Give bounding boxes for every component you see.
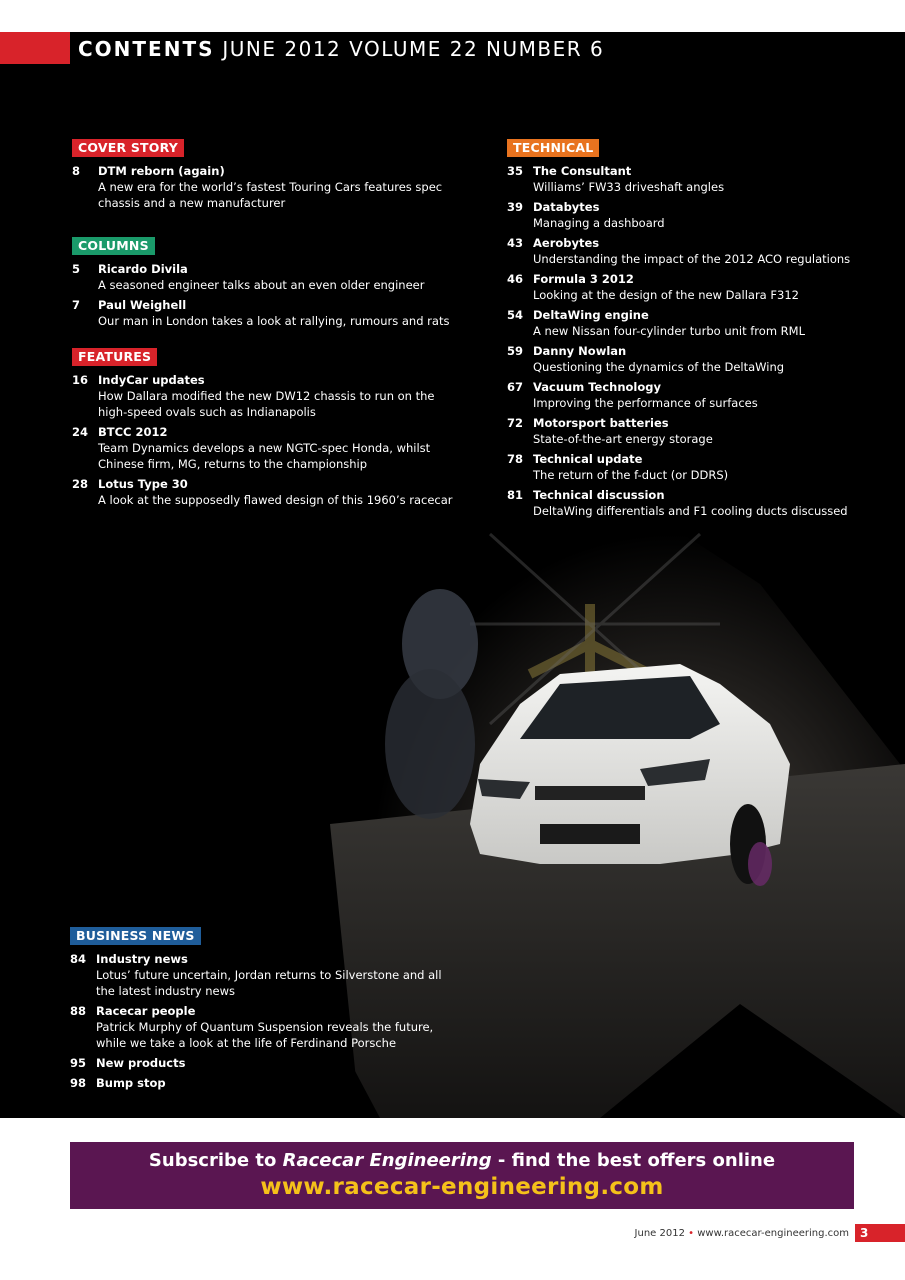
entry-title: DTM reborn (again) [98,164,225,178]
subscribe-text [70,1150,854,1172]
entry-description: while we take a look at the life of Ferdinand Porsche [96,1036,397,1050]
page-number: 88 [70,1004,87,1018]
toc-entry[interactable] [507,271,887,303]
footer-site-link[interactable]: www.racecar-engineering.com [697,1228,849,1239]
toc-entry[interactable] [507,415,887,447]
entry-title: Formula 3 2012 [533,272,634,286]
footer-separator: • [688,1228,695,1239]
toc-entry[interactable] [70,1003,460,1051]
entry-description: A seasoned engineer talks about an even older engineer [98,278,425,292]
toc-entry[interactable] [507,163,887,195]
section-label: COLUMNS [72,237,155,255]
page-number: 84 [70,952,87,966]
entry-title: Aerobytes [533,236,600,250]
entry-title: Paul Weighell [98,298,187,312]
section-features [72,346,462,512]
toc-entry[interactable] [507,451,887,483]
toc-entry[interactable] [70,1075,460,1091]
entry-title: Bump stop [96,1076,166,1090]
toc-entry[interactable] [72,163,452,211]
entry-description: Looking at the design of the new Dallara F312 [533,288,799,302]
footer-info [635,1227,849,1241]
footer-date: June 2012 [634,1228,685,1239]
toc-entry[interactable] [72,297,452,329]
title-contents: CONTENTS [78,37,215,61]
toc-entry[interactable] [507,343,887,375]
section-label: COVER STORY [72,139,184,157]
entry-description: A new Nissan four-cylinder turbo unit from RML [533,324,805,338]
section-label: FEATURES [72,348,157,366]
entry-title: The Consultant [533,164,632,178]
page-number: 81 [507,488,524,502]
entry-title: Racecar people [96,1004,196,1018]
toc-entry[interactable] [507,307,887,339]
entry-description: How Dallara modified the new DW12 chassis to run on the [98,389,435,403]
entry-title: Industry news [96,952,188,966]
entry-title: Lotus Type 30 [98,477,188,491]
toc-entry[interactable] [507,379,887,411]
subscribe-prefix: Subscribe to [148,1150,283,1171]
subscribe-banner[interactable] [70,1142,854,1209]
entry-description: Understanding the impact of the 2012 ACO regulations [533,252,851,266]
header-accent-block [0,32,70,64]
toc-entry[interactable] [72,476,462,508]
toc-entry[interactable] [72,424,462,472]
entry-title: New products [96,1056,186,1070]
page-number: 28 [72,477,89,491]
entry-title: Motorsport batteries [533,416,669,430]
entry-title: Technical discussion [533,488,665,502]
section-label: TECHNICAL [507,139,599,157]
entry-description: Questioning the dynamics of the DeltaWing [533,360,785,374]
toc-entry[interactable] [72,261,452,293]
entry-description: Lotus’ future uncertain, Jordan returns to Silverstone and all [96,968,442,982]
section-business-news [70,925,460,1095]
entry-description: Williams’ FW33 driveshaft angles [533,180,725,194]
entry-title: Databytes [533,200,600,214]
page-number: 54 [507,308,524,322]
entry-description: chassis and a new manufacturer [98,196,286,210]
page-number: 39 [507,200,524,214]
toc-entry[interactable] [507,487,887,519]
entry-title: IndyCar updates [98,373,205,387]
page-number: 98 [70,1076,87,1090]
toc-entry[interactable] [70,1055,460,1071]
subscribe-url-link[interactable]: www.racecar-engineering.com [260,1174,664,1200]
entry-title: BTCC 2012 [98,425,168,439]
section-technical [507,137,887,523]
entry-description: Team Dynamics develops a new NGTC-spec Honda, whilst [98,441,431,455]
entry-description: high-speed ovals such as Indianapolis [98,405,316,419]
page-number: 59 [507,344,524,358]
page-number: 16 [72,373,89,387]
entry-title: Vacuum Technology [533,380,661,394]
section-label: BUSINESS NEWS [70,927,201,945]
page-number: 24 [72,425,89,439]
entry-description: State-of-the-art energy storage [533,432,713,446]
entry-description: Managing a dashboard [533,216,665,230]
entry-title: DeltaWing engine [533,308,649,322]
page-number: 8 [72,164,81,178]
page-number: 7 [72,298,81,312]
section-columns [72,235,452,333]
section-cover-story [72,137,452,215]
subscribe-suffix: - find the best offers online [491,1150,776,1171]
page-number: 72 [507,416,524,430]
page-number: 46 [507,272,524,286]
magazine-name: Racecar Engineering [282,1150,492,1171]
entry-title: Ricardo Divila [98,262,188,276]
entry-title: Technical update [533,452,643,466]
page-title [78,36,604,62]
footer-page-number: 3 [855,1224,905,1242]
page-number: 78 [507,452,524,466]
toc-entry[interactable] [507,199,887,231]
page-number: 67 [507,380,524,394]
entry-description: the latest industry news [96,984,236,998]
page-number: 95 [70,1056,87,1070]
entry-description: Chinese firm, MG, returns to the championship [98,457,368,471]
page-number: 43 [507,236,524,250]
entry-description: A look at the supposedly flawed design of this 1960’s racecar [98,493,453,507]
entry-description: Our man in London takes a look at rallying, rumours and rats [98,314,450,328]
toc-entry[interactable] [507,235,887,267]
page-number: 5 [72,262,81,276]
entry-description: Patrick Murphy of Quantum Suspension reveals the future, [96,1020,434,1034]
entry-description: DeltaWing differentials and F1 cooling ducts discussed [533,504,848,518]
entry-description: Improving the performance of surfaces [533,396,758,410]
entry-description: A new era for the world’s fastest Touring Cars features spec [98,180,443,194]
toc-entry[interactable] [72,372,462,420]
title-issue: JUNE 2012 VOLUME 22 NUMBER 6 [222,37,605,61]
page-number: 35 [507,164,524,178]
entry-title: Danny Nowlan [533,344,627,358]
entry-description: The return of the f-duct (or DDRS) [533,468,729,482]
toc-entry[interactable] [70,951,460,999]
